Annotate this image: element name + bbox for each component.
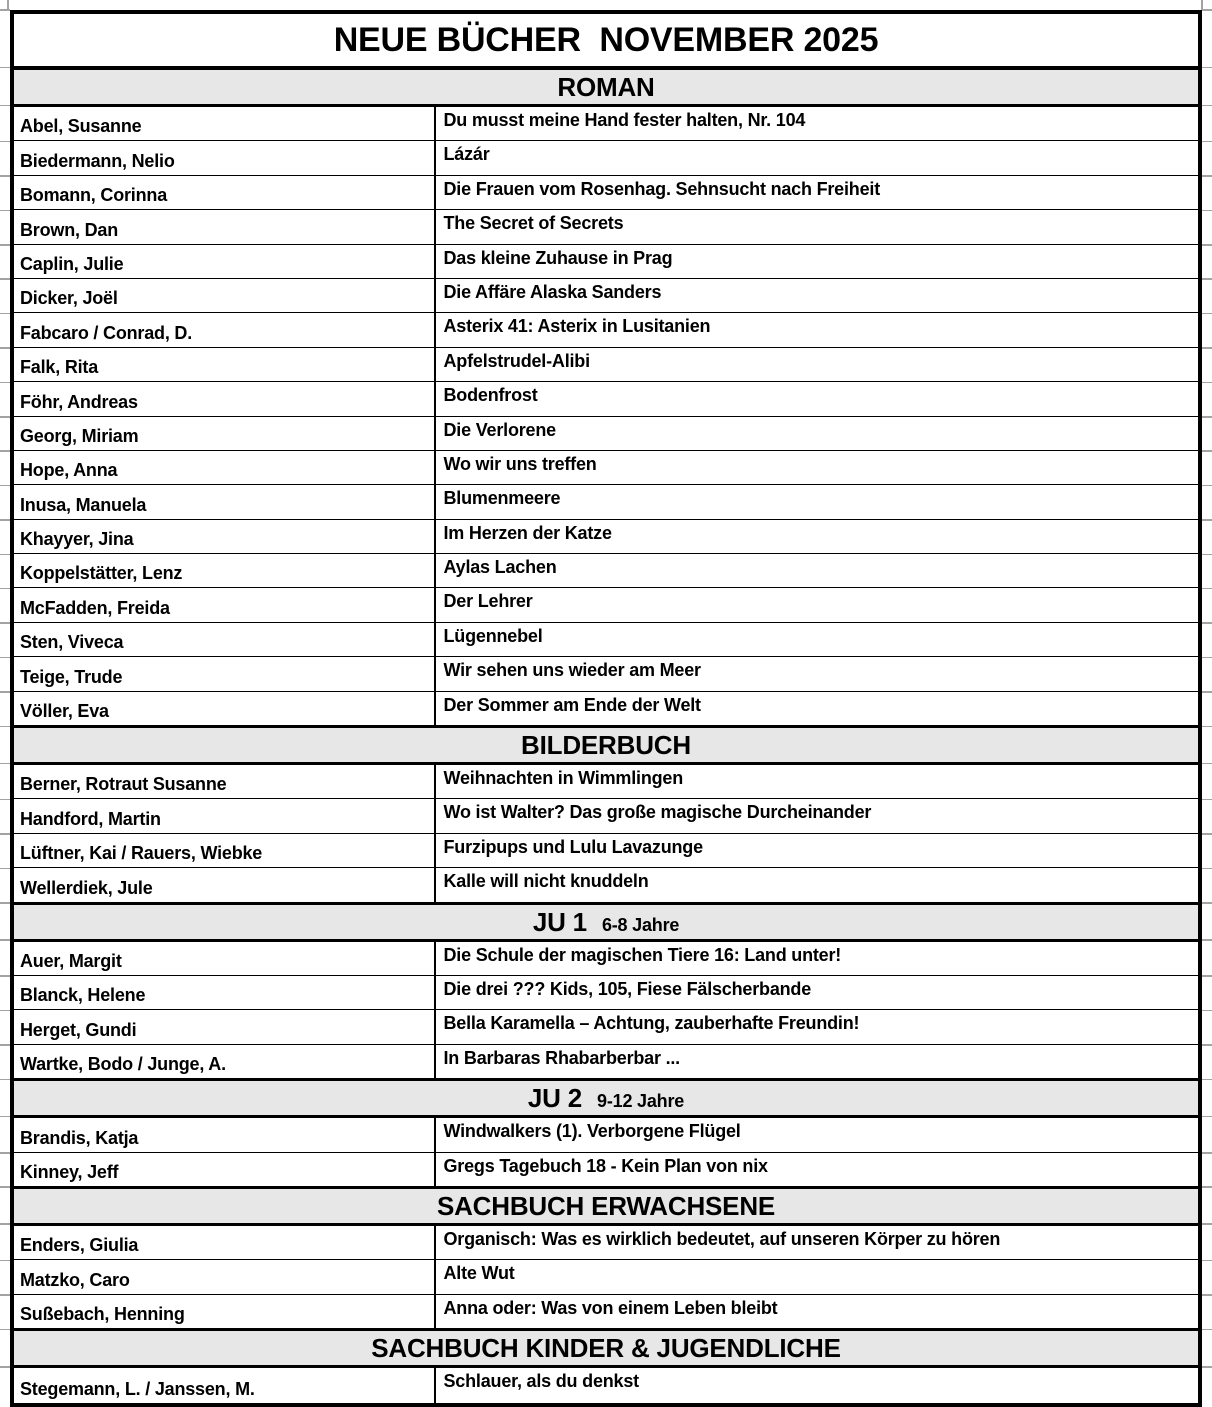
title-cell-text: Bella Karamella – Achtung, zauberhafte Freundin! (443, 1013, 860, 1034)
title-cell (436, 279, 1199, 312)
author-cell (14, 520, 436, 553)
author-cell-text: Wartke, Bodo / Junge, A. (20, 1054, 226, 1075)
section-header-row (14, 1079, 1198, 1118)
title-cell (436, 765, 1199, 798)
title-cell (436, 1045, 1199, 1078)
title-cell (436, 451, 1199, 484)
page-title: NEUE BÜCHER NOVEMBER 2025 (14, 14, 1198, 68)
title-cell (436, 868, 1199, 901)
author-cell-text: Herget, Gundi (20, 1019, 137, 1040)
title-cell (436, 485, 1199, 518)
author-cell (14, 107, 436, 140)
title-cell-text: Furzipups und Lulu Lavazunge (443, 836, 703, 857)
book-row (14, 868, 1198, 902)
section-header-row (14, 726, 1198, 765)
author-cell (14, 451, 436, 484)
book-row (14, 657, 1198, 691)
author-cell (14, 1153, 436, 1186)
title-cell-text: Wo ist Walter? Das große magische Durcheinander (443, 802, 872, 823)
title-cell (436, 976, 1199, 1009)
author-cell (14, 210, 436, 243)
author-cell-text: Biedermann, Nelio (20, 150, 175, 171)
title-cell-text: Du musst meine Hand fester halten, Nr. 104 (443, 110, 806, 130)
author-cell-text: Sten, Viveca (20, 632, 124, 653)
title-cell (436, 1226, 1199, 1259)
title-cell-text: Lázár (443, 144, 490, 165)
section-header-row (14, 1329, 1198, 1368)
author-cell (14, 1226, 436, 1259)
title-cell-text: Gregs Tagebuch 18 - Kein Plan von nix (443, 1155, 768, 1176)
author-cell (14, 623, 436, 656)
author-cell-text: Koppelstätter, Lenz (20, 563, 183, 584)
title-cell-text: Schlauer, als du denkst (443, 1371, 639, 1392)
author-cell-text: Caplin, Julie (20, 253, 124, 274)
author-cell-text: Stegemann, L. / Janssen, M. (20, 1378, 255, 1399)
author-cell (14, 245, 436, 278)
author-cell (14, 485, 436, 518)
book-row (14, 245, 1198, 279)
author-cell-text: Fabcaro / Conrad, D. (20, 322, 193, 343)
author-cell (14, 765, 436, 798)
title-cell-text: Wo wir uns treffen (443, 453, 597, 474)
title-cell-text: Windwalkers (1). Verborgene Flügel (443, 1121, 741, 1142)
title-cell (436, 176, 1199, 209)
book-row (14, 1368, 1198, 1402)
title-cell (436, 1368, 1199, 1402)
book-row (14, 348, 1198, 382)
title-cell-text: Weihnachten in Wimmlingen (443, 768, 684, 789)
author-cell (14, 1010, 436, 1043)
book-row (14, 520, 1198, 554)
book-row (14, 313, 1198, 347)
section-label: ROMAN (557, 72, 655, 102)
title-cell (436, 210, 1199, 243)
title-cell-text: Die Affäre Alaska Sanders (443, 281, 662, 302)
book-row (14, 417, 1198, 451)
title-cell-text: Blumenmeere (443, 488, 561, 509)
author-cell (14, 1045, 436, 1078)
title-cell (436, 382, 1199, 415)
title-cell (436, 942, 1199, 975)
section-sublabel: 6-8 Jahre (601, 914, 680, 935)
book-row (14, 176, 1198, 210)
author-cell-text: Falk, Rita (20, 357, 99, 378)
author-cell-text: Khayyer, Jina (20, 529, 134, 550)
book-row (14, 141, 1198, 175)
book-row (14, 1045, 1198, 1079)
book-row (14, 834, 1198, 868)
title-cell (436, 588, 1199, 621)
author-cell-text: Völler, Eva (20, 701, 109, 722)
title-cell (436, 657, 1199, 690)
title-cell (436, 1118, 1199, 1151)
author-cell (14, 554, 436, 587)
author-cell (14, 692, 436, 725)
title-cell-text: Anna oder: Was von einem Leben bleibt (443, 1297, 778, 1318)
author-cell (14, 1368, 436, 1402)
book-row (14, 279, 1198, 313)
title-cell-text: Das kleine Zuhause in Prag (443, 247, 673, 268)
book-row (14, 210, 1198, 244)
author-cell-text: Teige, Trude (20, 666, 123, 687)
book-row (14, 485, 1198, 519)
author-cell (14, 1260, 436, 1293)
title-cell-text: Bodenfrost (443, 385, 538, 406)
book-row (14, 799, 1198, 833)
title-cell (436, 417, 1199, 450)
section-label: JU 1 (532, 906, 587, 937)
author-cell-text: Kinney, Jeff (20, 1161, 119, 1182)
section-label: BILDERBUCH (521, 730, 691, 761)
title-cell-text: Apfelstrudel-Alibi (443, 350, 590, 371)
title-cell (436, 520, 1199, 553)
author-cell-text: Föhr, Andreas (20, 391, 138, 412)
title-cell-text: Alte Wut (443, 1263, 515, 1284)
author-cell-text: Sußebach, Henning (20, 1304, 185, 1325)
title-cell-text: Die drei ??? Kids, 105, Fiese Fälscherbande (443, 978, 812, 999)
author-cell (14, 976, 436, 1009)
author-cell (14, 657, 436, 690)
author-cell (14, 313, 436, 346)
author-cell (14, 176, 436, 209)
author-cell (14, 868, 436, 901)
author-cell (14, 1295, 436, 1328)
title-cell-text: Im Herzen der Katze (443, 522, 612, 543)
title-cell (436, 1010, 1199, 1043)
author-cell-text: Enders, Giulia (20, 1235, 139, 1256)
author-cell-text: McFadden, Freida (20, 597, 170, 618)
book-row (14, 1226, 1198, 1260)
title-cell (436, 623, 1199, 656)
book-row (14, 765, 1198, 799)
section-header-row (14, 903, 1198, 942)
title-cell (436, 799, 1199, 832)
author-cell (14, 942, 436, 975)
book-row (14, 382, 1198, 416)
author-cell-text: Blanck, Helene (20, 985, 146, 1006)
book-row (14, 1010, 1198, 1044)
author-cell (14, 417, 436, 450)
book-row (14, 554, 1198, 588)
book-row (14, 588, 1198, 622)
author-cell-text: Abel, Susanne (20, 116, 142, 137)
title-cell-text: Kalle will nicht knuddeln (443, 871, 649, 892)
title-cell (436, 245, 1199, 278)
title-cell (436, 107, 1199, 140)
book-row (14, 623, 1198, 657)
author-cell-text: Dicker, Joël (20, 288, 118, 309)
author-cell (14, 141, 436, 174)
book-row (14, 976, 1198, 1010)
author-cell-text: Matzko, Caro (20, 1269, 130, 1290)
title-cell-text: Die Schule der magischen Tiere 16: Land unter! (443, 944, 842, 965)
title-cell-text: In Barbaras Rhabarberbar ... (443, 1047, 680, 1068)
title-cell (436, 348, 1199, 381)
title-cell (436, 834, 1199, 867)
title-cell-text: Wir sehen uns wieder am Meer (443, 660, 701, 681)
author-cell-text: Bomann, Corinna (20, 185, 168, 206)
section-label: JU 2 (527, 1083, 583, 1114)
title-cell-text: Der Lehrer (443, 591, 533, 612)
section-label: SACHBUCH KINDER & JUGENDLICHE (371, 1333, 841, 1364)
author-cell-text: Brandis, Katja (20, 1127, 139, 1148)
author-cell (14, 382, 436, 415)
title-cell-text: Der Sommer am Ende der Welt (443, 694, 701, 715)
book-row (14, 1118, 1198, 1152)
author-cell-text: Georg, Miriam (20, 425, 139, 446)
title-cell (436, 1295, 1199, 1328)
title-cell-text: Aylas Lachen (443, 557, 557, 578)
author-cell-text: Wellerdiek, Jule (20, 877, 153, 898)
section-header-row (14, 1187, 1198, 1226)
title-cell-text: The Secret of Secrets (443, 213, 624, 234)
book-row (14, 107, 1198, 141)
title-cell (436, 1260, 1199, 1293)
author-cell (14, 588, 436, 621)
section-sublabel: 9-12 Jahre (597, 1091, 685, 1112)
title-cell (436, 692, 1199, 725)
book-row (14, 692, 1198, 726)
title-cell-text: Die Verlorene (443, 419, 556, 440)
title-cell (436, 313, 1199, 346)
new-books-table (10, 10, 1202, 1407)
title-cell-text: Die Frauen vom Rosenhag. Sehnsucht nach Freiheit (443, 178, 880, 199)
author-cell-text: Inusa, Manuela (20, 494, 147, 515)
title-cell (436, 141, 1199, 174)
book-row (14, 1260, 1198, 1294)
author-cell-text: Handford, Martin (20, 808, 161, 829)
gridline-stub (1202, 9, 1212, 11)
author-cell (14, 799, 436, 832)
author-cell-text: Lüftner, Kai / Rauers, Wiebke (20, 843, 263, 864)
author-cell-text: Berner, Rotraut Susanne (20, 774, 227, 795)
author-cell (14, 834, 436, 867)
book-row (14, 942, 1198, 976)
book-row (14, 451, 1198, 485)
author-cell (14, 1118, 436, 1151)
title-cell-text: Asterix 41: Asterix in Lusitanien (443, 316, 711, 337)
section-label: SACHBUCH ERWACHSENE (436, 1190, 776, 1221)
author-cell-text: Brown, Dan (20, 219, 119, 240)
book-row (14, 1153, 1198, 1187)
title-cell (436, 554, 1199, 587)
book-row (14, 1295, 1198, 1329)
gridline-stub (0, 9, 10, 11)
title-cell (436, 1153, 1199, 1186)
author-cell-text: Auer, Margit (20, 950, 122, 971)
author-cell-text: Hope, Anna (20, 460, 118, 481)
section-header-row (14, 68, 1198, 107)
title-cell-text: Organisch: Was es wirklich bedeutet, auf unseren Körper zu hören (443, 1228, 1001, 1249)
author-cell (14, 279, 436, 312)
author-cell (14, 348, 436, 381)
title-cell-text: Lügennebel (443, 625, 543, 646)
